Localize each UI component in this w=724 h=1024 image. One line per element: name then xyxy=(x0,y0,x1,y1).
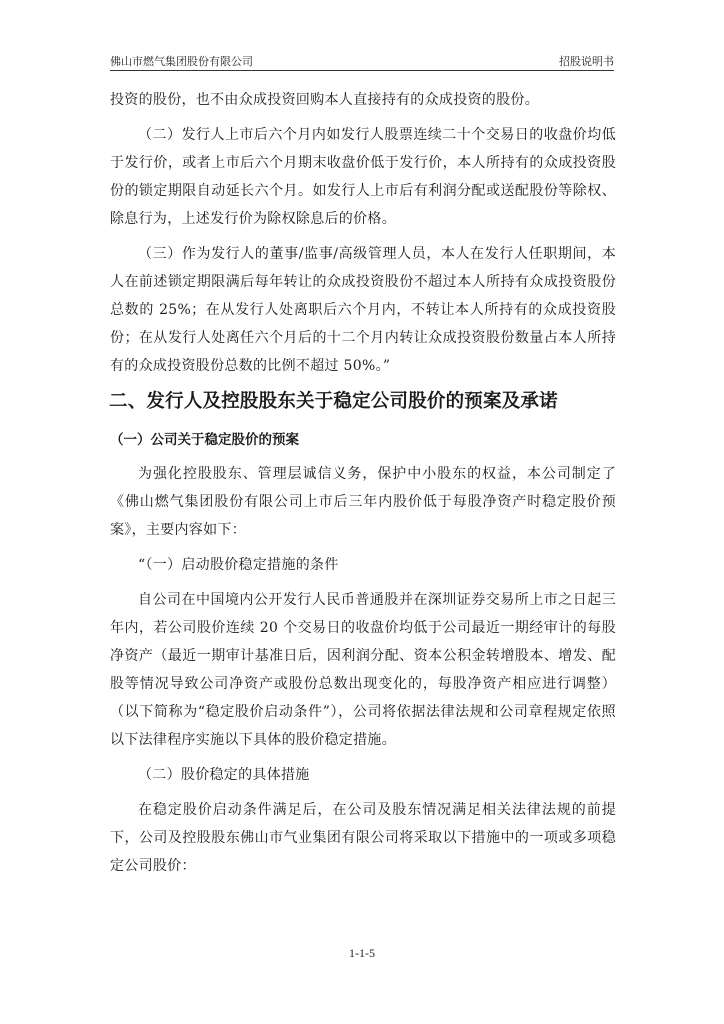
paragraph-director-transfer-limit: （三）作为发行人的董事/监事/高级管理人员，本人在发行人任职期间，本人在前述锁定期限满后每年转让的众成投资股份不超过本人所持有众成投资股份总数的 25%；在从发行人处离职后六个月内，不转让本人所持有的众成投资股份；在从发行人处离任六个月后的十二个月内转让众成投资股份数量占本人所持有的众成投资股份总数的比例不超过 50%。” xyxy=(110,246,616,374)
paragraph-trigger-title: “（一）启动股价稳定措施的条件 xyxy=(138,557,339,573)
paragraph-measures-intro: 在稳定股价启动条件满足后，在公司及股东情况满足相关法律法规的前提下，公司及控股股东佛山市气业集团有限公司将采取以下措施中的一项或多项稳定公司股价： xyxy=(110,802,616,874)
header-company-name: 佛山市燃气集团股份有限公司 xyxy=(110,55,253,68)
page-number: 1-1-5 xyxy=(349,946,375,960)
section-heading: 二、发行人及控股股东关于稳定公司股价的预案及承诺 xyxy=(109,391,558,412)
paragraph-lockup-extension: （二）发行人上市后六个月内如发行人股票连续二十个交易日的收盘价均低于发行价，或者上市后六个月期末收盘价低于发行价，本人所持有的众成投资股份的锁定期限自动延长六个月。如发行人上市后有利润分配或送配股份等除权、除息行为，上述发行价为除权除息后的价格。 xyxy=(110,127,616,227)
page-body xyxy=(110,86,616,887)
paragraph-trigger-condition: 自公司在中国境内公开发行人民币普通股并在深圳证券交易所上市之日起三年内，若公司股价连续 20 个交易日的收盘价均低于公司最近一期经审计的每股净资产（最近一期审计基准日后，因利润分配、资本公积金转增股本、增发、配股等情况导致公司净资产或股份总数出现变化的，每股净资产相应进行调整）（以下简称为“稳定股价启动条件”），公司将依据法律法规和公司章程规定依照以下法律程序实施以下具体的股价稳定措施。 xyxy=(110,592,616,748)
header-divider xyxy=(110,70,614,71)
paragraph-measures-title: （二）股价稳定的具体措施 xyxy=(138,767,310,783)
subsection-heading: （一）公司关于稳定股价的预案 xyxy=(110,432,299,448)
page-header xyxy=(110,53,614,71)
header-document-type: 招股说明书 xyxy=(559,55,614,68)
paragraph-plan-intro: 为强化控股股东、管理层诚信义务，保护中小股东的权益，本公司制定了《佛山燃气集团股份有限公司上市后三年内股价低于每股净资产时稳定股价预案》，主要内容如下： xyxy=(110,466,616,538)
paragraph-continuation: 投资的股份，也不由众成投资回购本人直接持有的众成投资的股份。 xyxy=(110,92,539,108)
